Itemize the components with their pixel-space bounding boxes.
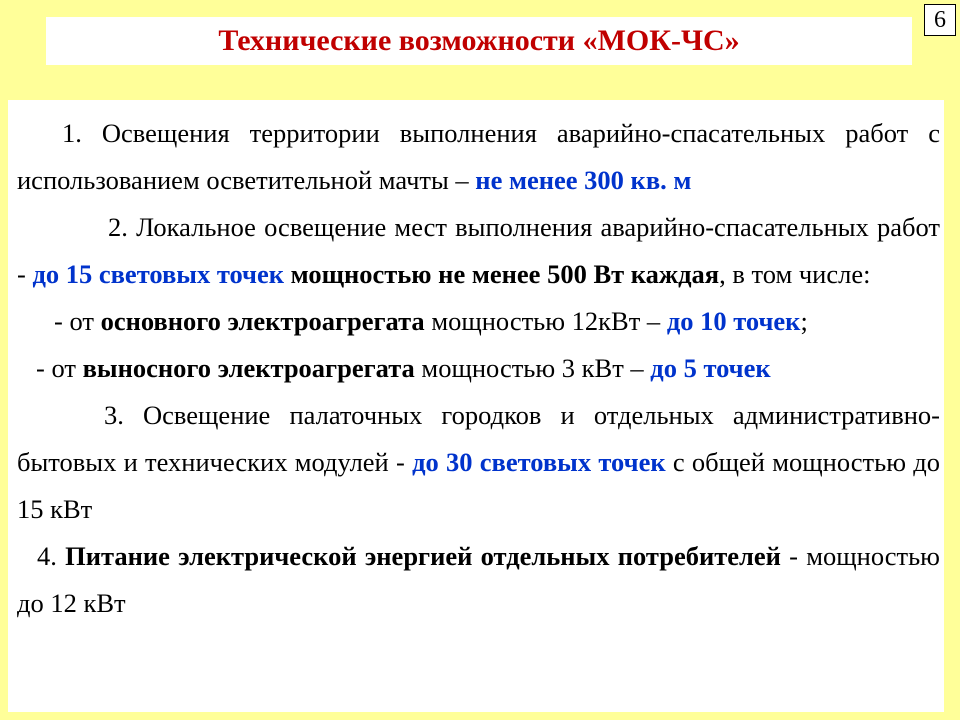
item-2b-prefix: - от [36,353,83,383]
item-2-text: 2. Локальное освещение мест выполнения аварийно-спасательных работ - [17,212,940,289]
item-2b-remote-generator [17,345,940,392]
item-4-bold: Питание электрической энергией отдельных потребителей [65,541,781,571]
item-2-local-lighting [17,204,940,298]
item-2a-bold: основного электроагрегата [100,306,425,336]
item-3-highlight: до 30 световых точек [412,447,666,477]
item-1-text: 1. Освещения территории выполнения аварийно-спасательных работ с использованием осветительной мачты – [17,118,940,195]
item-2a-text: мощностью 12кВт – [424,306,667,336]
item-3-camp-lighting [17,392,940,533]
item-2b-bold: выносного электроагрегата [82,353,415,383]
item-2a-prefix: - от [54,306,101,336]
item-2-bold: мощностью не менее 500 Вт каждая [290,259,720,289]
title-box [46,17,912,65]
content-box [8,100,944,712]
item-3-tail: с общей мощностью до 15 кВт [17,447,940,524]
item-2a-tail: ; [800,306,808,336]
item-4-power-supply [17,533,940,627]
item-4-tail: - мощностью до 12 кВт [17,541,940,618]
item-2b-text: мощностью 3 кВт – [414,353,651,383]
item-2b-highlight: до 5 точек [650,353,771,383]
item-2-space [284,259,291,289]
slide-title: Технические возможности «МОК-ЧС» [218,24,740,57]
item-3-text: 3. Освещение палаточных городков и отдельных административно-бытовых и технических модулей - [17,400,940,477]
item-2-highlight: до 15 световых точек [32,259,285,289]
item-1-mast-lighting [17,110,940,204]
item-1-highlight: не менее 300 кв. м [475,165,692,195]
item-4-prefix: 4. [37,541,66,571]
item-2a-highlight: до 10 точек [666,306,801,336]
slide-number: 6 [924,4,956,36]
item-2a-main-generator [17,298,940,345]
item-2-tail: , в том числе: [719,259,871,289]
